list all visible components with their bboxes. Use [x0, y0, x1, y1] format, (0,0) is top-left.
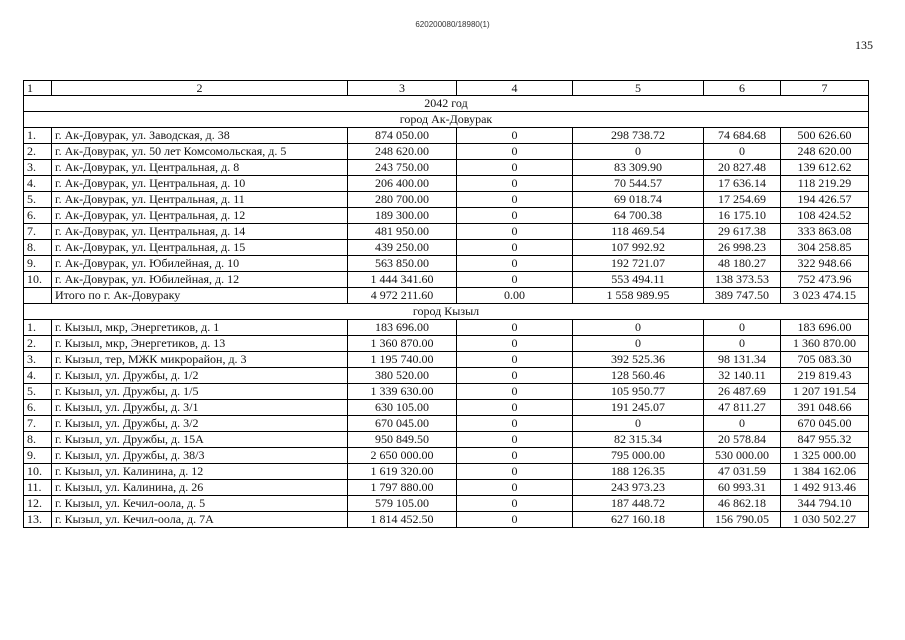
- amount-cell: 0: [457, 480, 573, 496]
- table-row: [24, 176, 869, 192]
- amount-cell: 874 050.00: [348, 128, 457, 144]
- amount-cell: 118 219.29: [781, 176, 869, 192]
- amount-cell: 0: [573, 336, 704, 352]
- total-cell: 389 747.50: [704, 288, 781, 304]
- amount-cell: 0: [457, 496, 573, 512]
- table-row: [24, 512, 869, 528]
- amount-cell: 32 140.11: [704, 368, 781, 384]
- row-number: 4.: [24, 176, 52, 192]
- data-table: [23, 80, 869, 528]
- amount-cell: 128 560.46: [573, 368, 704, 384]
- amount-cell: 847 955.32: [781, 432, 869, 448]
- amount-cell: 16 175.10: [704, 208, 781, 224]
- row-number: 8.: [24, 432, 52, 448]
- amount-cell: 0: [457, 384, 573, 400]
- amount-cell: 950 849.50: [348, 432, 457, 448]
- address-cell: г. Ак-Довурак, ул. Центральная, д. 11: [52, 192, 348, 208]
- amount-cell: 20 578.84: [704, 432, 781, 448]
- amount-cell: 248 620.00: [348, 144, 457, 160]
- table-row: [24, 208, 869, 224]
- address-cell: г. Кызыл, мкр, Энергетиков, д. 1: [52, 320, 348, 336]
- column-header: 4: [457, 81, 573, 96]
- amount-cell: 0: [457, 512, 573, 528]
- amount-cell: 0: [457, 208, 573, 224]
- amount-cell: 26 487.69: [704, 384, 781, 400]
- address-cell: г. Кызыл, тер, МЖК микрорайон, д. 3: [52, 352, 348, 368]
- amount-cell: 0: [457, 448, 573, 464]
- amount-cell: 98 131.34: [704, 352, 781, 368]
- amount-cell: 183 696.00: [348, 320, 457, 336]
- row-number: 7.: [24, 416, 52, 432]
- amount-cell: 188 126.35: [573, 464, 704, 480]
- address-cell: г. Кызыл, ул. Дружбы, д. 3/2: [52, 416, 348, 432]
- amount-cell: 60 993.31: [704, 480, 781, 496]
- amount-cell: 243 973.23: [573, 480, 704, 496]
- address-cell: г. Кызыл, ул. Дружбы, д. 1/2: [52, 368, 348, 384]
- table-row: [24, 384, 869, 400]
- document-id: 620200080/18980(1): [415, 20, 490, 29]
- total-cell: 1 558 989.95: [573, 288, 704, 304]
- row-number: 7.: [24, 224, 52, 240]
- table-row: [24, 368, 869, 384]
- amount-cell: 0: [704, 320, 781, 336]
- column-header: 1: [24, 81, 52, 96]
- amount-cell: 194 426.57: [781, 192, 869, 208]
- row-number: 2.: [24, 144, 52, 160]
- amount-cell: 1 030 502.27: [781, 512, 869, 528]
- row-number: 2.: [24, 336, 52, 352]
- amount-cell: 752 473.96: [781, 272, 869, 288]
- amount-cell: 1 492 913.46: [781, 480, 869, 496]
- column-header: 6: [704, 81, 781, 96]
- amount-cell: 0: [457, 224, 573, 240]
- amount-cell: 0: [457, 272, 573, 288]
- row-number: 5.: [24, 192, 52, 208]
- row-number: 12.: [24, 496, 52, 512]
- row-number: 1.: [24, 320, 52, 336]
- amount-cell: 17 636.14: [704, 176, 781, 192]
- amount-cell: 83 309.90: [573, 160, 704, 176]
- amount-cell: 1 325 000.00: [781, 448, 869, 464]
- address-cell: г. Ак-Довурак, ул. Центральная, д. 12: [52, 208, 348, 224]
- amount-cell: 280 700.00: [348, 192, 457, 208]
- table-row: [24, 240, 869, 256]
- amount-cell: 191 245.07: [573, 400, 704, 416]
- amount-cell: 0: [457, 416, 573, 432]
- amount-cell: 391 048.66: [781, 400, 869, 416]
- table-row: [24, 496, 869, 512]
- address-cell: г. Ак-Довурак, ул. Центральная, д. 15: [52, 240, 348, 256]
- year-label: 2042 год: [24, 96, 869, 112]
- row-number: 3.: [24, 352, 52, 368]
- amount-cell: 380 520.00: [348, 368, 457, 384]
- amount-cell: 0: [457, 160, 573, 176]
- address-cell: г. Ак-Довурак, ул. Юбилейная, д. 10: [52, 256, 348, 272]
- amount-cell: 0: [573, 416, 704, 432]
- table-row: [24, 192, 869, 208]
- amount-cell: 139 612.62: [781, 160, 869, 176]
- amount-cell: 29 617.38: [704, 224, 781, 240]
- table-row: [24, 144, 869, 160]
- total-label: Итого по г. Ак-Довураку: [52, 288, 348, 304]
- amount-cell: 0: [457, 336, 573, 352]
- table-row: [24, 128, 869, 144]
- header-row: [24, 81, 869, 96]
- row-number: 10.: [24, 464, 52, 480]
- amount-cell: 500 626.60: [781, 128, 869, 144]
- amount-cell: 0: [704, 144, 781, 160]
- amount-cell: 17 254.69: [704, 192, 781, 208]
- amount-cell: 0: [704, 416, 781, 432]
- amount-cell: 0: [457, 352, 573, 368]
- amount-cell: 69 018.74: [573, 192, 704, 208]
- amount-cell: 1 814 452.50: [348, 512, 457, 528]
- address-cell: г. Ак-Довурак, ул. Центральная, д. 10: [52, 176, 348, 192]
- amount-cell: 344 794.10: [781, 496, 869, 512]
- amount-cell: 248 620.00: [781, 144, 869, 160]
- section-title: город Кызыл: [24, 304, 869, 320]
- amount-cell: 392 525.36: [573, 352, 704, 368]
- amount-cell: 0: [573, 144, 704, 160]
- address-cell: г. Ак-Довурак, ул. Центральная, д. 14: [52, 224, 348, 240]
- row-number: 4.: [24, 368, 52, 384]
- amount-cell: 189 300.00: [348, 208, 457, 224]
- amount-cell: 1 797 880.00: [348, 480, 457, 496]
- amount-cell: 0: [457, 192, 573, 208]
- total-row: [24, 288, 869, 304]
- amount-cell: 0: [457, 240, 573, 256]
- row-number: 13.: [24, 512, 52, 528]
- amount-cell: 553 494.11: [573, 272, 704, 288]
- address-cell: г. Ак-Довурак, ул. Центральная, д. 8: [52, 160, 348, 176]
- section-title: город Ак-Довурак: [24, 112, 869, 128]
- address-cell: г. Ак-Довурак, ул. Юбилейная, д. 12: [52, 272, 348, 288]
- amount-cell: 1 195 740.00: [348, 352, 457, 368]
- row-number: 6.: [24, 208, 52, 224]
- amount-cell: 0: [457, 432, 573, 448]
- table-row: [24, 400, 869, 416]
- amount-cell: 0: [573, 320, 704, 336]
- address-cell: г. Кызыл, ул. Дружбы, д. 38/3: [52, 448, 348, 464]
- table-row: [24, 160, 869, 176]
- row-number: 10.: [24, 272, 52, 288]
- amount-cell: 298 738.72: [573, 128, 704, 144]
- amount-cell: 481 950.00: [348, 224, 457, 240]
- amount-cell: 439 250.00: [348, 240, 457, 256]
- amount-cell: 48 180.27: [704, 256, 781, 272]
- row-number: 9.: [24, 448, 52, 464]
- address-cell: г. Кызыл, ул. Калинина, д. 12: [52, 464, 348, 480]
- amount-cell: 46 862.18: [704, 496, 781, 512]
- table-row: [24, 464, 869, 480]
- amount-cell: 1 384 162.06: [781, 464, 869, 480]
- amount-cell: 1 444 341.60: [348, 272, 457, 288]
- amount-cell: 1 207 191.54: [781, 384, 869, 400]
- table-row: [24, 480, 869, 496]
- amount-cell: 0: [457, 256, 573, 272]
- amount-cell: 1 339 630.00: [348, 384, 457, 400]
- table-row: [24, 224, 869, 240]
- amount-cell: 0: [457, 128, 573, 144]
- amount-cell: 304 258.85: [781, 240, 869, 256]
- year-row: [24, 96, 869, 112]
- amount-cell: 219 819.43: [781, 368, 869, 384]
- section-row: [24, 112, 869, 128]
- amount-cell: 0: [457, 464, 573, 480]
- amount-cell: 1 360 870.00: [348, 336, 457, 352]
- address-cell: г. Кызыл, ул. Дружбы, д. 15А: [52, 432, 348, 448]
- amount-cell: 47 031.59: [704, 464, 781, 480]
- page-number: 135: [855, 38, 873, 52]
- table-row: [24, 352, 869, 368]
- table-row: [24, 432, 869, 448]
- amount-cell: 579 105.00: [348, 496, 457, 512]
- amount-cell: 206 400.00: [348, 176, 457, 192]
- amount-cell: 70 544.57: [573, 176, 704, 192]
- amount-cell: 0: [457, 320, 573, 336]
- amount-cell: 26 998.23: [704, 240, 781, 256]
- amount-cell: 705 083.30: [781, 352, 869, 368]
- table-row: [24, 448, 869, 464]
- address-cell: г. Кызыл, ул. Кечил-оола, д. 7А: [52, 512, 348, 528]
- amount-cell: 530 000.00: [704, 448, 781, 464]
- amount-cell: 183 696.00: [781, 320, 869, 336]
- row-number: 6.: [24, 400, 52, 416]
- address-cell: г. Кызыл, ул. Кечил-оола, д. 5: [52, 496, 348, 512]
- amount-cell: 670 045.00: [781, 416, 869, 432]
- amount-cell: 192 721.07: [573, 256, 704, 272]
- amount-cell: 2 650 000.00: [348, 448, 457, 464]
- row-number: 3.: [24, 160, 52, 176]
- amount-cell: 0: [457, 144, 573, 160]
- column-header: 5: [573, 81, 704, 96]
- amount-cell: 0: [457, 368, 573, 384]
- amount-cell: 156 790.05: [704, 512, 781, 528]
- amount-cell: 138 373.53: [704, 272, 781, 288]
- total-cell: 3 023 474.15: [781, 288, 869, 304]
- address-cell: г. Кызыл, мкр, Энергетиков, д. 13: [52, 336, 348, 352]
- row-number: [24, 288, 52, 304]
- row-number: 5.: [24, 384, 52, 400]
- amount-cell: 563 850.00: [348, 256, 457, 272]
- amount-cell: 187 448.72: [573, 496, 704, 512]
- amount-cell: 333 863.08: [781, 224, 869, 240]
- row-number: 11.: [24, 480, 52, 496]
- table-row: [24, 320, 869, 336]
- address-cell: г. Кызыл, ул. Дружбы, д. 1/5: [52, 384, 348, 400]
- address-cell: г. Кызыл, ул. Дружбы, д. 3/1: [52, 400, 348, 416]
- amount-cell: 0: [704, 336, 781, 352]
- amount-cell: 47 811.27: [704, 400, 781, 416]
- amount-cell: 795 000.00: [573, 448, 704, 464]
- amount-cell: 1 619 320.00: [348, 464, 457, 480]
- column-header: 3: [348, 81, 457, 96]
- amount-cell: 0: [457, 400, 573, 416]
- amount-cell: 105 950.77: [573, 384, 704, 400]
- amount-cell: 322 948.66: [781, 256, 869, 272]
- amount-cell: 107 992.92: [573, 240, 704, 256]
- amount-cell: 1 360 870.00: [781, 336, 869, 352]
- total-cell: 4 972 211.60: [348, 288, 457, 304]
- column-header: 2: [52, 81, 348, 96]
- table-row: [24, 416, 869, 432]
- address-cell: г. Ак-Довурак, ул. 50 лет Комсомольская, д. 5: [52, 144, 348, 160]
- amount-cell: 108 424.52: [781, 208, 869, 224]
- amount-cell: 243 750.00: [348, 160, 457, 176]
- amount-cell: 82 315.34: [573, 432, 704, 448]
- amount-cell: 670 045.00: [348, 416, 457, 432]
- table-row: [24, 256, 869, 272]
- table-row: [24, 336, 869, 352]
- amount-cell: 0: [457, 176, 573, 192]
- amount-cell: 627 160.18: [573, 512, 704, 528]
- column-header: 7: [781, 81, 869, 96]
- total-cell: 0.00: [457, 288, 573, 304]
- amount-cell: 64 700.38: [573, 208, 704, 224]
- amount-cell: 20 827.48: [704, 160, 781, 176]
- amount-cell: 630 105.00: [348, 400, 457, 416]
- table-row: [24, 272, 869, 288]
- amount-cell: 118 469.54: [573, 224, 704, 240]
- address-cell: г. Кызыл, ул. Калинина, д. 26: [52, 480, 348, 496]
- row-number: 1.: [24, 128, 52, 144]
- address-cell: г. Ак-Довурак, ул. Заводская, д. 38: [52, 128, 348, 144]
- row-number: 8.: [24, 240, 52, 256]
- amount-cell: 74 684.68: [704, 128, 781, 144]
- row-number: 9.: [24, 256, 52, 272]
- section-row: [24, 304, 869, 320]
